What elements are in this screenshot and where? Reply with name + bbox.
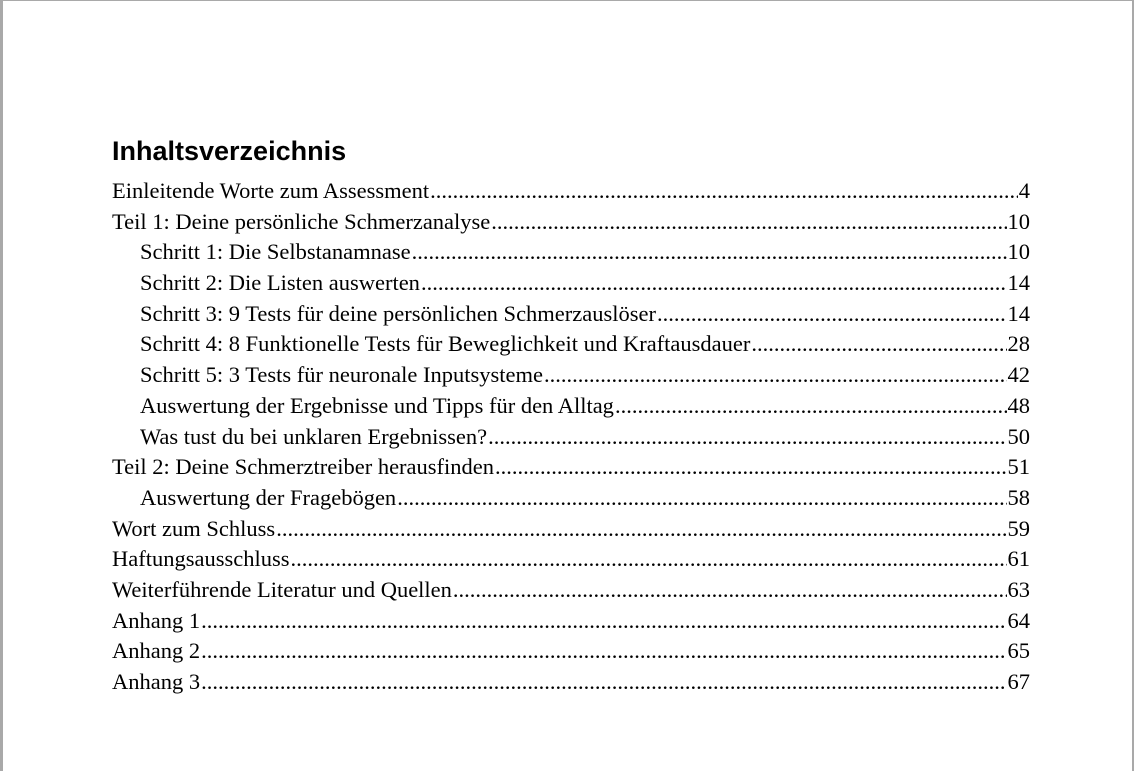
toc-entry[interactable] — [112, 237, 1030, 268]
toc-page-number: 14 — [1007, 270, 1030, 296]
toc-dot-leader — [453, 575, 1007, 606]
toc-page-number: 48 — [1007, 392, 1030, 418]
toc-page-number: 65 — [1007, 638, 1030, 664]
toc-page-number: 28 — [1007, 331, 1030, 357]
toc-page-number: 58 — [1007, 484, 1030, 510]
toc-entry[interactable] — [112, 360, 1030, 391]
toc-dot-leader — [397, 483, 1006, 514]
toc-entry[interactable] — [112, 636, 1030, 667]
toc-entry[interactable] — [112, 391, 1030, 422]
toc-entry[interactable] — [112, 268, 1030, 299]
toc-entry-title: Schritt 1: Die Selbstanamnase — [140, 239, 411, 265]
toc-entry[interactable] — [112, 483, 1030, 514]
toc-entry-title: Teil 2: Deine Schmerztreiber herausfinden — [112, 454, 495, 480]
toc-dot-leader — [412, 237, 1007, 268]
toc-entry-title: Wort zum Schluss — [112, 515, 276, 541]
toc-page-number: 50 — [1007, 423, 1030, 449]
toc-entry[interactable] — [112, 514, 1030, 545]
toc-entry-title: Anhang 1 — [112, 607, 201, 633]
toc-entry-title: Auswertung der Ergebnisse und Tipps für den Alltag — [140, 392, 614, 418]
toc-entry-title: Einleitende Worte zum Assessment — [112, 178, 430, 203]
toc-page-number: 10 — [1007, 239, 1030, 265]
toc-entry-title: Schritt 4: 8 Funktionelle Tests für Beweglichkeit und Kraftausdauer — [140, 331, 751, 357]
toc-list — [112, 176, 1030, 698]
toc-page-number: 51 — [1007, 454, 1030, 480]
toc-page-number: 42 — [1007, 362, 1030, 388]
toc-dot-leader — [201, 606, 1006, 637]
toc-entry-title: Teil 1: Deine persönliche Schmerzanalyse — [112, 208, 491, 234]
toc-page-number: 10 — [1007, 208, 1030, 234]
toc-page-number: 59 — [1007, 515, 1030, 541]
toc-entry[interactable] — [112, 452, 1030, 483]
toc-dot-leader — [751, 329, 1006, 360]
toc-dot-leader — [544, 360, 1007, 391]
toc-dot-leader — [488, 422, 1006, 453]
toc-entry[interactable] — [112, 299, 1030, 330]
toc-dot-leader — [290, 544, 1006, 575]
toc-entry[interactable] — [112, 422, 1030, 453]
toc-dot-leader — [430, 176, 1018, 207]
toc-dot-leader — [201, 667, 1006, 698]
toc-dot-leader — [491, 207, 1006, 238]
toc-dot-leader — [615, 391, 1007, 422]
toc-entry[interactable] — [112, 667, 1030, 698]
toc-entry[interactable] — [112, 176, 1030, 207]
toc-page-number: 61 — [1007, 546, 1030, 572]
toc-entry[interactable] — [112, 329, 1030, 360]
toc-entry-title: Schritt 5: 3 Tests für neuronale Inputsysteme — [140, 362, 543, 388]
toc-entry-title: Was tust du bei unklaren Ergebnissen? — [140, 423, 488, 449]
toc-entry-title: Schritt 3: 9 Tests für deine persönlichen Schmerzauslöser — [140, 300, 657, 326]
toc-entry[interactable] — [112, 207, 1030, 238]
table-of-contents — [112, 129, 1030, 698]
toc-entry-title: Anhang 3 — [112, 669, 201, 694]
toc-entry[interactable] — [112, 544, 1030, 575]
toc-dot-leader — [657, 299, 1006, 330]
toc-heading: Inhaltsverzeichnis — [112, 136, 347, 166]
toc-page-number: 4 — [1018, 178, 1030, 203]
toc-entry-title: Anhang 2 — [112, 638, 201, 664]
toc-page-number: 63 — [1007, 576, 1030, 602]
toc-dot-leader — [201, 636, 1006, 667]
toc-dot-leader — [495, 452, 1006, 483]
toc-entry-title: Weiterführende Literatur und Quellen — [112, 576, 452, 602]
toc-page-number: 14 — [1007, 300, 1030, 326]
toc-entry-title: Auswertung der Fragebögen — [140, 484, 397, 510]
toc-dot-leader — [276, 514, 1006, 545]
toc-dot-leader — [421, 268, 1007, 299]
toc-entry[interactable] — [112, 606, 1030, 637]
toc-entry-title: Schritt 2: Die Listen auswerten — [140, 270, 420, 296]
toc-page-number: 64 — [1007, 607, 1030, 633]
toc-entry[interactable] — [112, 575, 1030, 606]
toc-entry-title: Haftungsausschluss — [112, 546, 290, 572]
toc-page-number: 67 — [1007, 669, 1030, 694]
